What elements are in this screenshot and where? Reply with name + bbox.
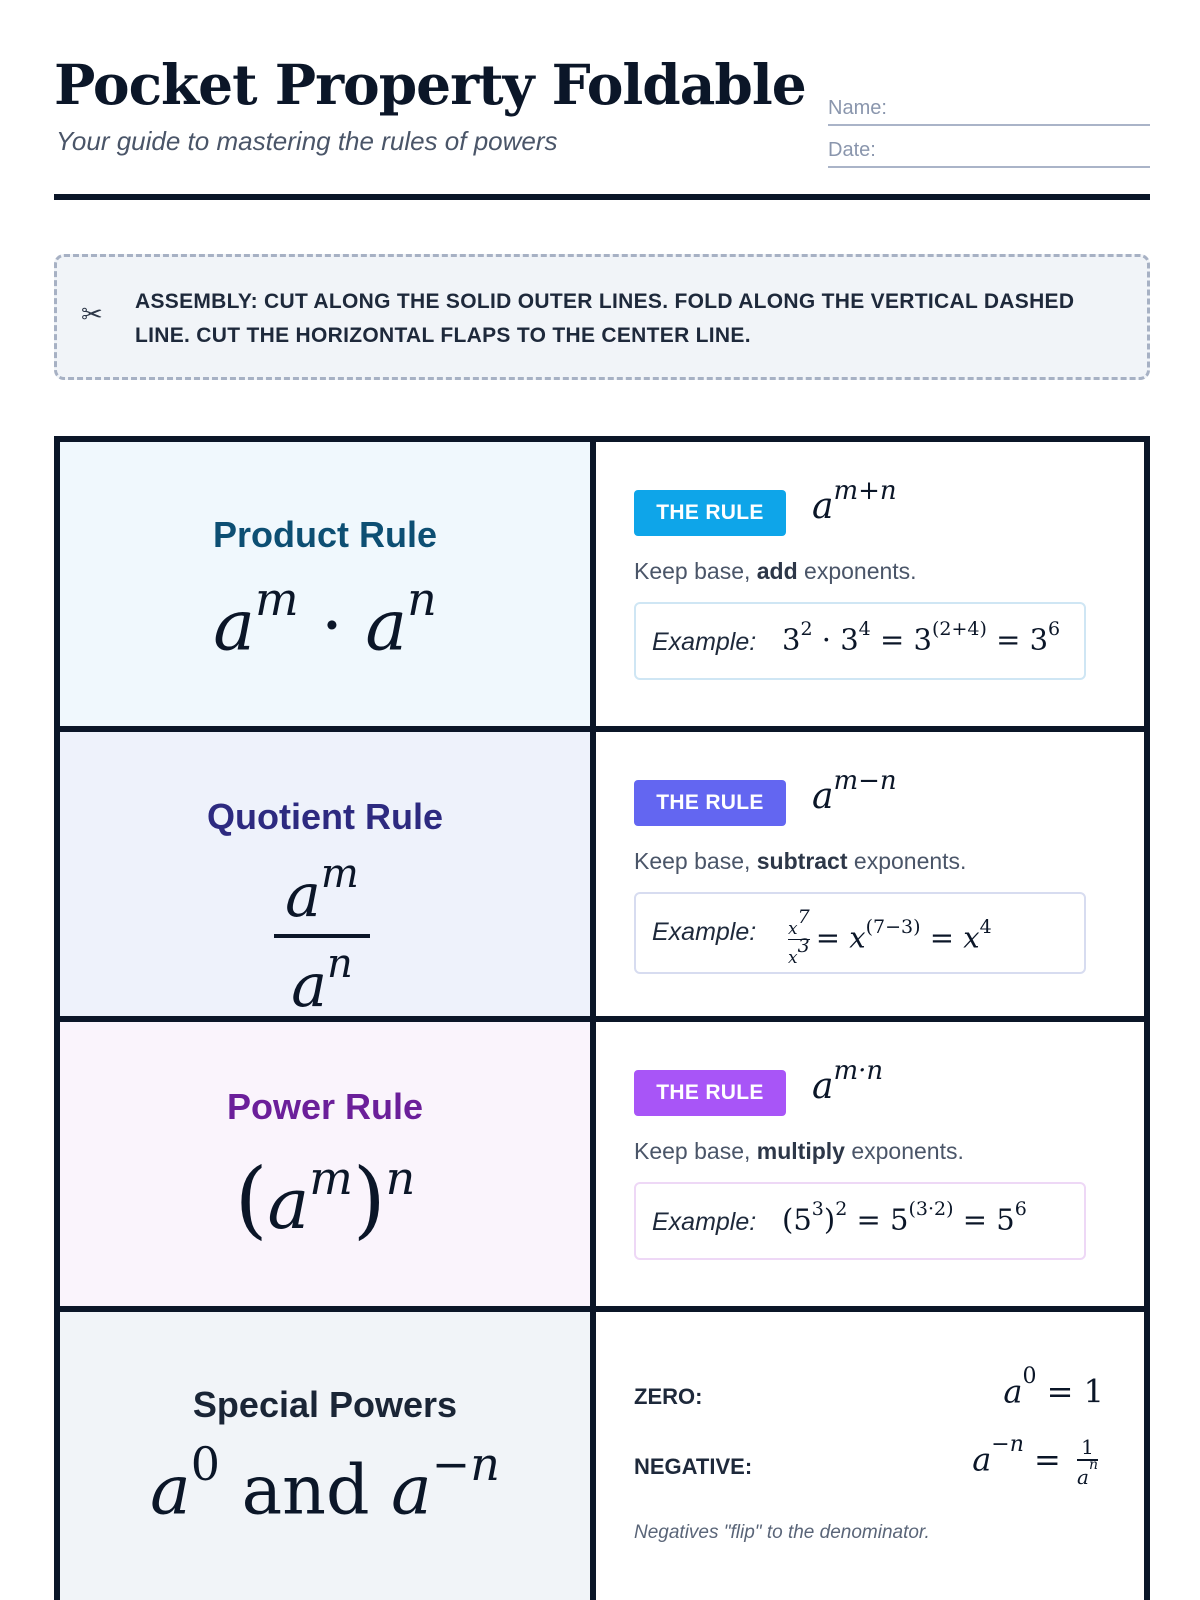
product-rule-badge: THE RULE [634,490,786,536]
power-rule-badge: THE RULE [634,1070,786,1116]
product-rule-row [60,442,1144,732]
power-rule-flap[interactable] [60,1022,596,1312]
header-divider [54,194,1150,200]
power-rule-row [60,1022,1144,1312]
quotient-rule-flap[interactable] [60,732,596,1022]
product-rule-expression: $a^m \cdot a^n$ [213,572,437,667]
power-rule-panel [596,1022,1144,1312]
quotient-rule-formula: $a^{m-n}$ [812,766,897,817]
example-label: Example: [652,918,757,946]
scissors-icon: ✂ [81,299,103,329]
quotient-rule-example [634,892,1086,974]
power-example-expression: $(5^3)^2 = 5^{(3\cdot 2)} = 5^6$ [782,1198,1027,1237]
product-rule-description: Keep base, add exponents. [634,558,917,584]
special-powers-flap[interactable] [60,1312,596,1600]
power-rule-formula: $a^{m\cdot n}$ [812,1056,884,1107]
name-field[interactable] [828,88,1150,126]
zero-label: ZERO: [634,1384,703,1409]
quotient-rule-title: Quotient Rule [207,796,443,837]
quotient-rule-row [60,732,1144,1022]
assembly-instructions [54,254,1150,380]
product-rule-panel [596,442,1144,732]
negative-note: Negatives "flip" to the denominator. [634,1522,930,1543]
special-powers-row [60,1312,1144,1600]
product-rule-flap[interactable] [60,442,596,732]
zero-power-formula: $a^0 = 1$ [1003,1364,1104,1411]
power-rule-description: Keep base, multiply exponents. [634,1138,964,1164]
product-example-expression: $3^2 \cdot 3^4 = 3^{(2+4)} = 3^6$ [782,618,1061,657]
quotient-rule-description: Keep base, subtract exponents. [634,848,967,874]
page-title: Pocket Property Foldable [54,52,806,117]
power-rule-title: Power Rule [226,1086,424,1127]
assembly-text: ASSEMBLY: CUT ALONG THE SOLID OUTER LINES. FOLD ALONG THE VERTICAL DASHED LINE. CUT THE HORIZONTAL FLAPS TO THE CENTER LINE. [135,290,1075,347]
product-rule-formula: $a^{m+n}$ [812,476,897,527]
quotient-rule-panel [596,732,1144,1022]
product-rule-example [634,602,1086,680]
quotient-rule-badge: THE RULE [634,780,786,826]
example-label: Example: [652,1208,757,1236]
date-field[interactable] [828,130,1150,168]
product-rule-title: Product Rule [212,514,437,555]
power-rule-example [634,1182,1086,1260]
special-powers-title: Special Powers [192,1384,458,1425]
example-label: Example: [652,628,757,656]
negative-label: NEGATIVE: [634,1454,753,1479]
special-powers-expression: $a^0$ and $a^{-n}$ [150,1437,500,1531]
page-subtitle: Your guide to mastering the rules of powers [56,126,558,156]
negative-power-formula: $a^{-n} = \frac{1}{a^n}$ [972,1431,1098,1490]
special-powers-panel [596,1312,1144,1600]
power-rule-expression: $(a^m)^n$ [234,1150,416,1248]
quotient-example-expression: $\frac{x^7}{x^3} = x^{(7-3)} = x^4$ [788,906,992,968]
name-label: Name: [828,97,887,119]
quotient-rule-expression: $a^m$ $a^n$ [274,850,370,1018]
date-label: Date: [828,139,876,161]
foldable-grid [54,436,1150,1600]
